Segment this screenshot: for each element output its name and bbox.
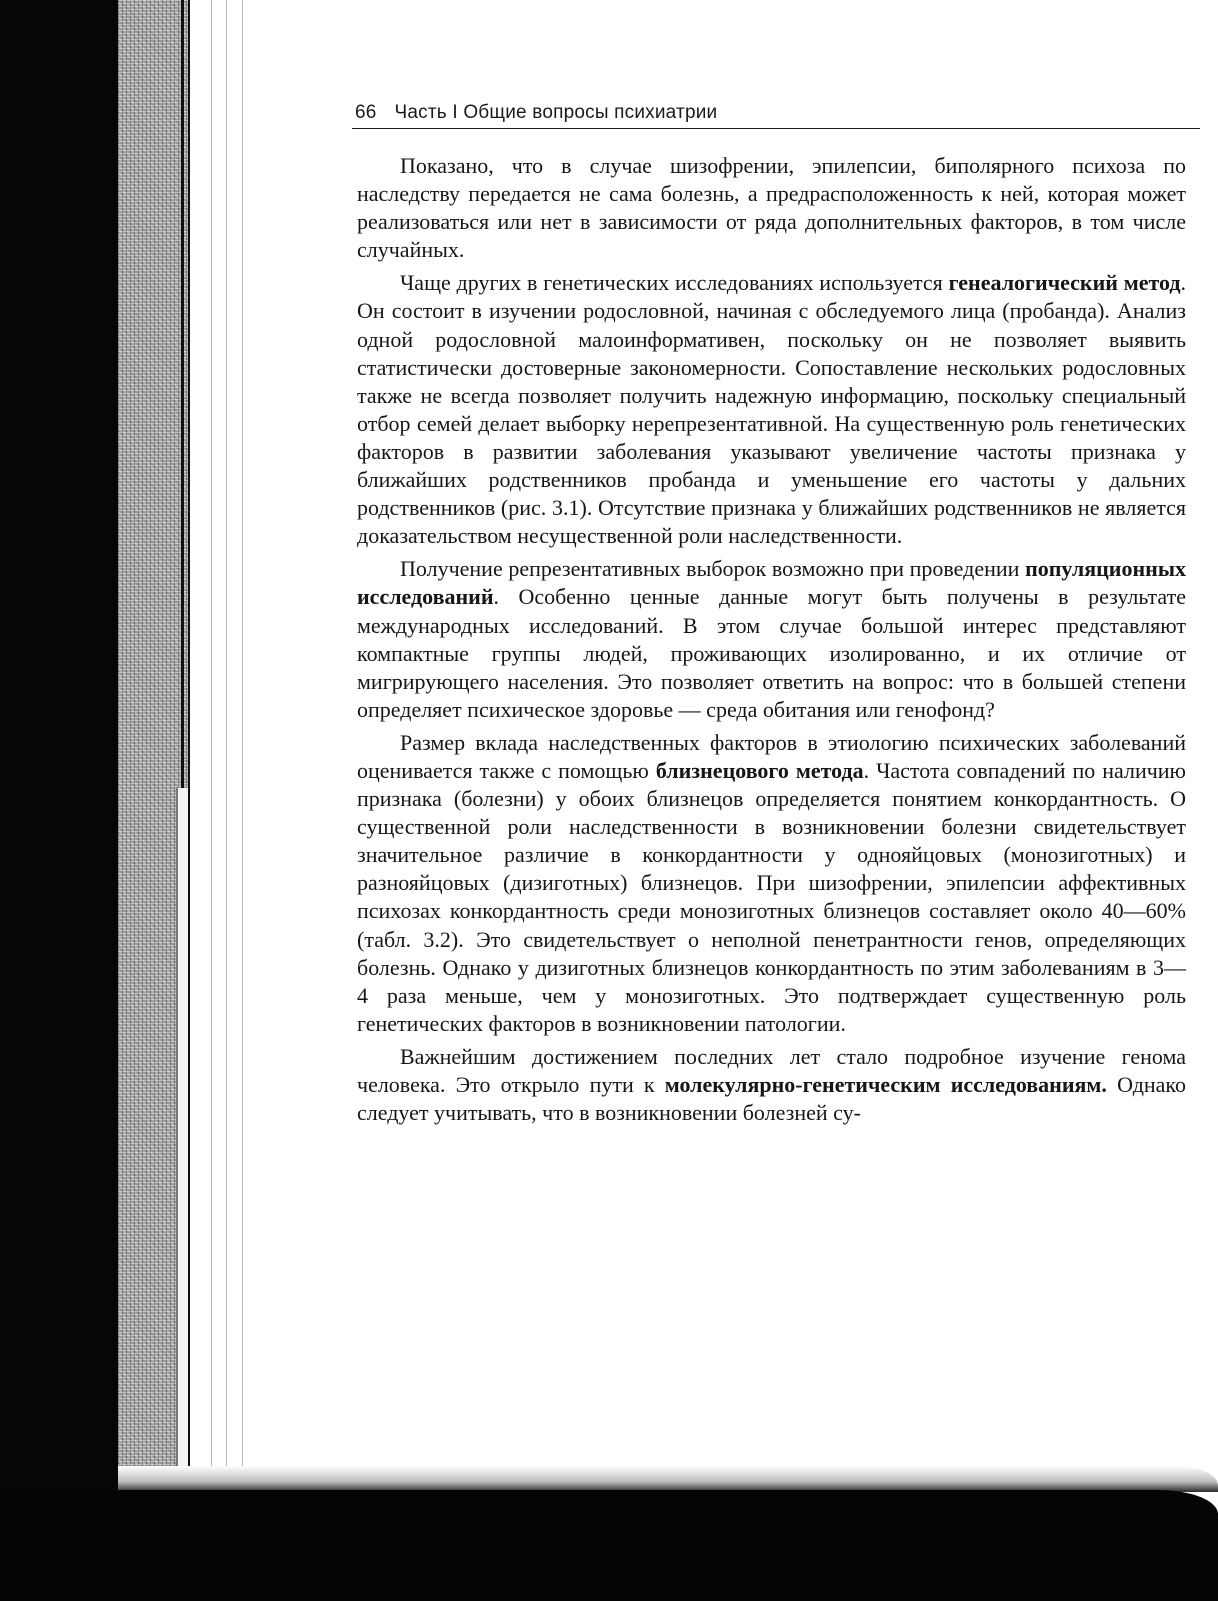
text-run: . Особенно ценные данные могут быть получены в результате международных исследований. В этом случае большой интерес представляют компактные группы людей, проживающих изолированно, и их отличие от мигрирующего населения. Это позволяет ответить на вопрос: что в большей степени определяет психическое здоровье — среда обитания или генофонд?: [357, 584, 1186, 722]
text-run: . Частота совпадений по наличию признака (болезни) у обоих близнецов определяется понятием конкордантность. О существенной роли наследственности в возникновении болезни свидетельствует значительное различие в конкордантности у однояйцовых (монозиготных) и разнояйцовых (дизиготных) близнецов. При шизофрении, эпилепсии аффективных психозах конкордантность среди монозиготных близнецов составляет около 40—60% (табл. 3.2). Это свидетельствует о неполной пенетрантности генов, определяющих болезнь. Однако у дизиготных близнецов конкордантность по этим заболеваниям в 3—4 раза меньше, чем у монозиготных. Это подтверждает существенную роль генетических факторов в возникновении патологии.: [357, 757, 1186, 1036]
scan-page-edge: [176, 788, 188, 1474]
text-run: Важнейшим достижением последних лет стало подробное изучение генома человека. Это открыло пути к: [357, 1043, 1186, 1097]
scan-binding-line: [211, 0, 212, 1470]
body-paragraph: [357, 1043, 1186, 1127]
body-paragraph: [357, 729, 1186, 1038]
bold-term: молекулярно-генетическим исследованиям.: [664, 1072, 1107, 1097]
bold-term: популяционных исследований: [357, 556, 1186, 610]
scan-binding-line: [188, 0, 190, 1470]
running-header: [355, 102, 717, 124]
body-paragraph: [357, 269, 1186, 550]
text-run: Однако следует учитывать, что в возникновении болезней су-: [357, 1072, 1186, 1126]
bold-term: генеалогический метод: [948, 270, 1181, 296]
page-body-text: [357, 152, 1186, 1132]
page-number: 66: [355, 102, 377, 123]
scan-bottom-shadow: [0, 1490, 1218, 1601]
header-rule: [352, 128, 1200, 129]
bold-term: близнецового метода: [655, 757, 864, 783]
scan-binding-line: [226, 0, 227, 1470]
text-run: Чаще других в генетических исследованиях используется: [400, 270, 949, 296]
text-run: Показано, что в случае шизофрении, эпилепсии, биполярного психоза по наследству передается не сама болезнь, а предрасположенность к ней, которая может реализоваться или нет в зависимости от ряда дополнительных факторов, в том числе случайных.: [357, 153, 1186, 263]
text-run: . Он состоит в изучении родословной, начиная с обследуемого лица (пробанда). Анализ одной родословной малоинформативен, поскольку он не позволяет выявить статистически достоверные закономерности. Сопоставление нескольких родословных также не всегда позволяет получить надежную информацию, поскольку специальный отбор семей делает выборку нерепрезентативной. На существенную роль генетических факторов в развитии заболевания указывают увеличение частоты признака у ближайших родственников пробанда и уменьшение его частоты у дальних родственников (рис. 3.1). Отсутствие признака у ближайших родственников не является доказательством несущественной роли наследственности.: [357, 270, 1186, 549]
body-paragraph: [357, 152, 1186, 264]
text-run: Размер вклада наследственных факторов в этиологию психических заболеваний оценивается также с помощью: [357, 729, 1186, 783]
scan-binding-line: [242, 0, 243, 1470]
chapter-title: Часть I Общие вопросы психиатрии: [394, 102, 718, 123]
scan-page-curl: [118, 1466, 1218, 1492]
text-run: Получение репрезентативных выборок возможно при проведении: [400, 556, 1026, 582]
scan-binding-shadow: [0, 0, 118, 1601]
body-paragraph: [357, 555, 1186, 724]
